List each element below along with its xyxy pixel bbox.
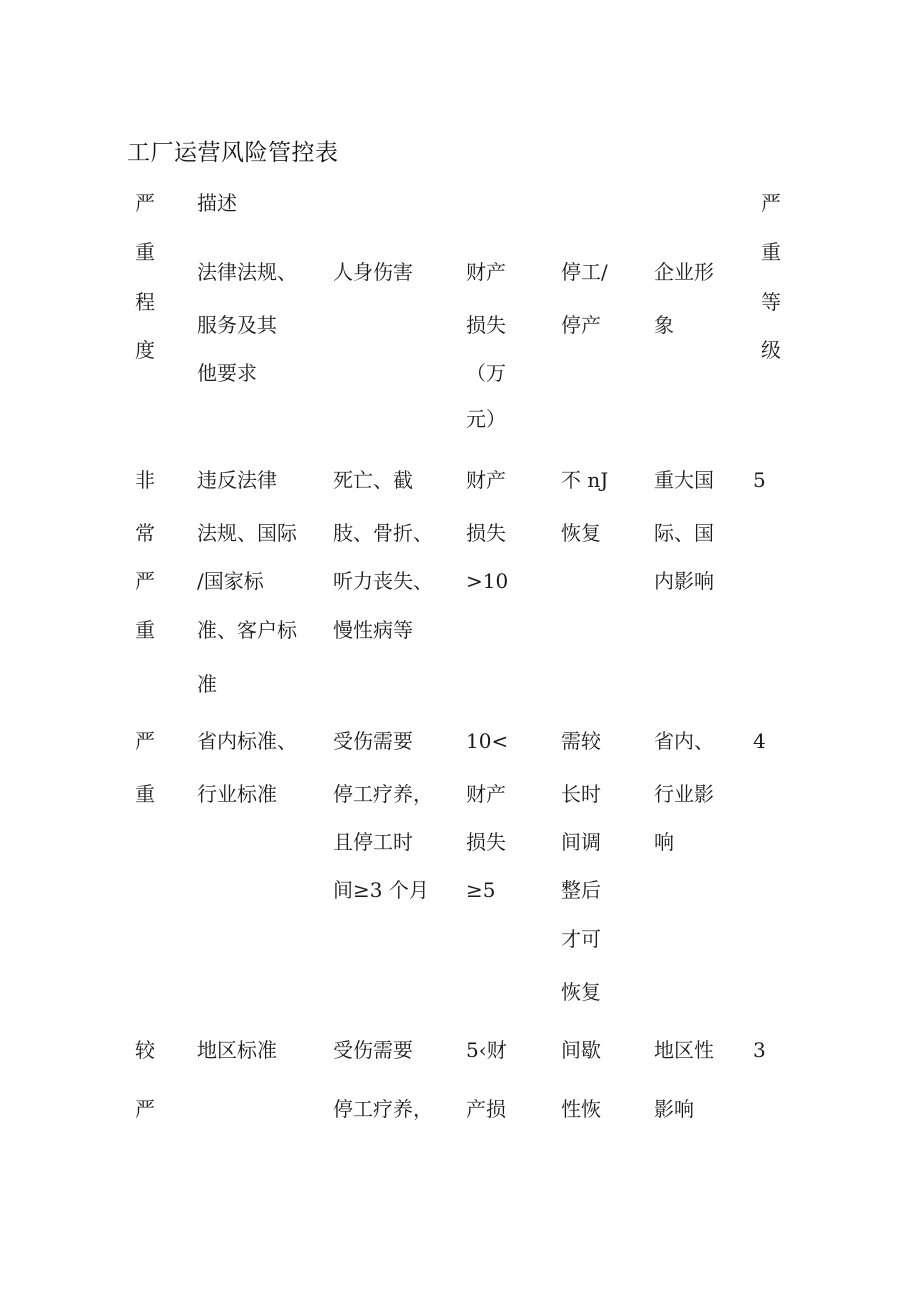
row-injury-line: 间≥3 个月 (333, 878, 429, 902)
row-shutdown-line: 不 nJ (561, 468, 609, 492)
row-image-line: 内影响 (654, 569, 714, 593)
header-col-property-line: 财产 (466, 260, 506, 284)
row-degree-line: 非 (135, 468, 155, 492)
row-degree-line: 重 (135, 782, 155, 806)
row-image-line: 际、国 (654, 521, 714, 545)
row-injury-line: 受伤需要 (333, 1038, 413, 1062)
row-injury-line: 受伤需要 (333, 729, 413, 753)
header-col-shutdown-line: 停工/ (561, 260, 608, 284)
row-degree-line: 严 (135, 729, 155, 753)
header-col-property-line: 损失 (466, 313, 506, 337)
row-injury-line: 停工疗养， (333, 782, 433, 806)
row-law-line: 地区标准 (197, 1038, 277, 1062)
row-image-line: 行业影 (654, 782, 714, 806)
header-severity-degree-line: 严 (135, 191, 155, 215)
header-col-injury-line: 人身伤害 (333, 260, 413, 284)
row-shutdown-line: 长时 (561, 782, 601, 806)
row-property-line: 产损 (466, 1097, 506, 1121)
row-degree-line: 严 (135, 569, 155, 593)
row-image-line: 省内、 (654, 729, 714, 753)
row-shutdown-line: 性恢 (561, 1097, 601, 1121)
row-degree-line: 严 (135, 1097, 155, 1121)
row-shutdown-line: 恢复 (561, 521, 601, 545)
header-col-property-line: （万 (466, 361, 506, 385)
row-law-line: 准 (197, 672, 217, 696)
row-property-line: 财产 (466, 782, 506, 806)
row-property-line: 5‹财 (466, 1038, 507, 1062)
row-shutdown-line: 才可 (561, 927, 601, 951)
row-image-line: 地区性 (654, 1038, 714, 1062)
row-injury-line: 慢性病等 (333, 618, 413, 642)
row-image-line: 重大国 (654, 468, 714, 492)
row-law-line: 违反法律 (197, 468, 277, 492)
header-severity-degree-line: 重 (135, 240, 155, 264)
row-property-line: ≥5 (466, 878, 496, 902)
row-image-line: 影响 (654, 1097, 694, 1121)
row-law-line: 准、客户标 (197, 618, 297, 642)
row-shutdown-line: 需较 (561, 729, 601, 753)
header-col-image-line: 企业形 (654, 260, 714, 284)
header-severity-level-line: 严 (761, 191, 781, 215)
row-degree-line: 常 (135, 521, 155, 545)
header-col-property-line: 元） (466, 407, 506, 431)
header-severity-level-line: 重 (761, 240, 781, 264)
row-shutdown-line: 整后 (561, 878, 601, 902)
row-degree-line: 重 (135, 618, 155, 642)
row-image-line: 响 (654, 830, 674, 854)
row-property-line: 损失 (466, 830, 506, 854)
row-law-line: /国家标 (197, 569, 264, 593)
row-injury-line: 死亡、截 (333, 468, 413, 492)
row-property-line: 财产 (466, 468, 506, 492)
header-col-image-line: 象 (654, 313, 674, 337)
row-property-line: 10< (466, 729, 509, 753)
row-level: 4 (753, 729, 766, 753)
header-description: 描述 (197, 191, 237, 215)
row-law-line: 行业标准 (197, 782, 277, 806)
header-col-law-line: 服务及其 (197, 313, 277, 337)
row-degree-line: 较 (135, 1038, 155, 1062)
header-col-law-line: 他要求 (197, 361, 257, 385)
row-injury-line: 听力丧失、 (333, 569, 433, 593)
row-property-line: >10 (466, 569, 509, 593)
header-col-law-line: 法律法规、 (197, 260, 297, 284)
row-law-line: 省内标准、 (197, 729, 297, 753)
header-severity-degree-line: 度 (135, 338, 155, 362)
header-severity-level-line: 级 (761, 338, 781, 362)
row-injury-line: 停工疗养， (333, 1097, 433, 1121)
row-law-line: 法规、国际 (197, 521, 297, 545)
header-severity-level-line: 等 (761, 290, 781, 314)
row-shutdown-line: 间歇 (561, 1038, 601, 1062)
header-severity-degree-line: 程 (135, 290, 155, 314)
row-shutdown-line: 恢复 (561, 980, 601, 1004)
page-title: 工厂运营风险管控表 (127, 140, 339, 166)
row-level: 5 (753, 468, 766, 492)
row-injury-line: 肢、骨折、 (333, 521, 433, 545)
row-level: 3 (753, 1038, 766, 1062)
row-shutdown-line: 间调 (561, 830, 601, 854)
row-property-line: 损失 (466, 521, 506, 545)
row-injury-line: 且停工时 (333, 830, 413, 854)
header-col-shutdown-line: 停产 (561, 313, 601, 337)
